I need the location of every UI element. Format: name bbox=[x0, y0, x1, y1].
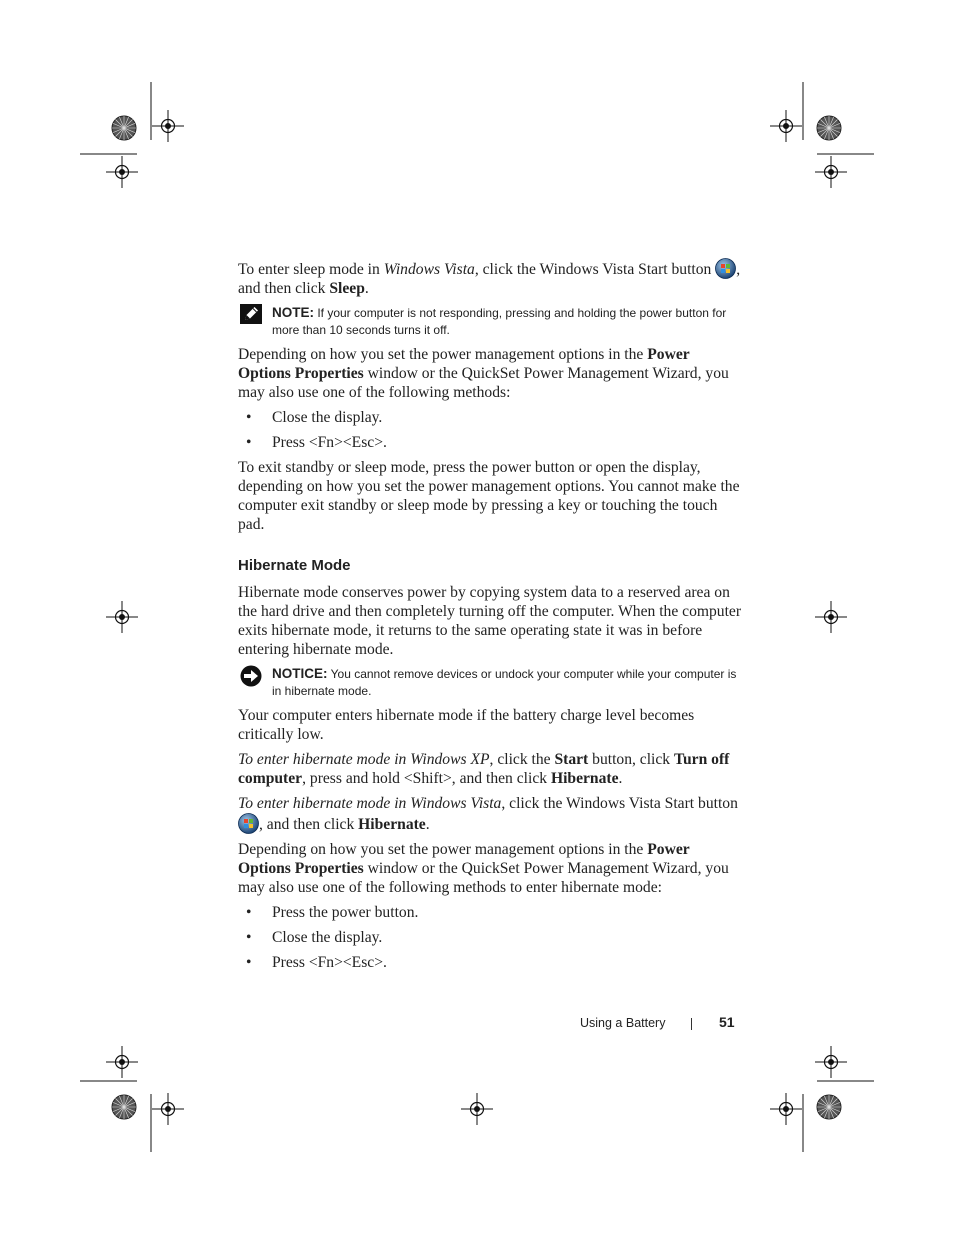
section-heading: Hibernate Mode bbox=[238, 557, 351, 574]
hibernate-methods-paragraph: Depending on how you set the power management options in the Power Options Properties window or the QuickSet Power Management Wizard, you may also use one of the following methods to enter hibernate mode: bbox=[238, 841, 729, 896]
hibernate-methods-list bbox=[238, 903, 743, 972]
pencil-note-icon bbox=[240, 304, 262, 324]
sleep-methods-list bbox=[238, 408, 743, 452]
notice-label: NOTICE: bbox=[272, 666, 328, 681]
notice-text: You cannot remove devices or undock your computer while your computer is in hibernate mode. bbox=[272, 667, 737, 698]
windows-vista-start-icon bbox=[715, 258, 736, 279]
methods-paragraph: Depending on how you set the power management options in the Power Options Properties window or the QuickSet Power Management Wizard, you may also use one of the following methods: bbox=[238, 346, 729, 401]
list-item: • Press the power button. bbox=[246, 904, 419, 921]
footer-separator bbox=[691, 1018, 692, 1030]
page-number: 51 bbox=[719, 1014, 735, 1030]
list-item: • Close the display. bbox=[246, 929, 383, 946]
note-text: If your computer is not responding, pressing and holding the power button for more than 10 seconds turns it off. bbox=[272, 306, 727, 337]
notice-arrow-icon bbox=[240, 665, 262, 687]
page-body bbox=[238, 258, 743, 978]
list-item: • Press <Fn><Esc>. bbox=[246, 434, 387, 451]
footer-section-title: Using a Battery bbox=[580, 1016, 666, 1030]
exit-standby-paragraph: To exit standby or sleep mode, press the power button or open the display, depending on how you set the power management options. You cannot make the computer exit standby or sleep mode by pressing a key or touching the touch pad. bbox=[238, 459, 740, 533]
sleep-vista-paragraph: To enter sleep mode in Windows Vista, click the Windows Vista Start button , and then click Sleep. bbox=[238, 258, 743, 298]
hibernate-xp-paragraph: To enter hibernate mode in Windows XP, click the Start button, click Turn off computer, press and hold <Shift>, and then click Hibernate. bbox=[238, 751, 730, 787]
list-item: • Press <Fn><Esc>. bbox=[246, 954, 387, 971]
note-label: NOTE: bbox=[272, 305, 314, 320]
windows-vista-start-icon bbox=[238, 813, 259, 834]
note-box bbox=[238, 304, 743, 339]
list-item: • Close the display. bbox=[246, 409, 383, 426]
hibernate-vista-paragraph: To enter hibernate mode in Windows Vista, click the Windows Vista Start button , and then click Hibernate. bbox=[238, 795, 738, 833]
battery-low-paragraph: Your computer enters hibernate mode if the battery charge level becomes critically low. bbox=[238, 707, 695, 743]
notice-box bbox=[238, 665, 743, 700]
hibernate-intro-paragraph: Hibernate mode conserves power by copying system data to a reserved area on the hard drive and then completely turning off the computer. When the computer exits hibernate mode, it returns to the same operating state it was in before entering hibernate mode. bbox=[238, 584, 742, 658]
